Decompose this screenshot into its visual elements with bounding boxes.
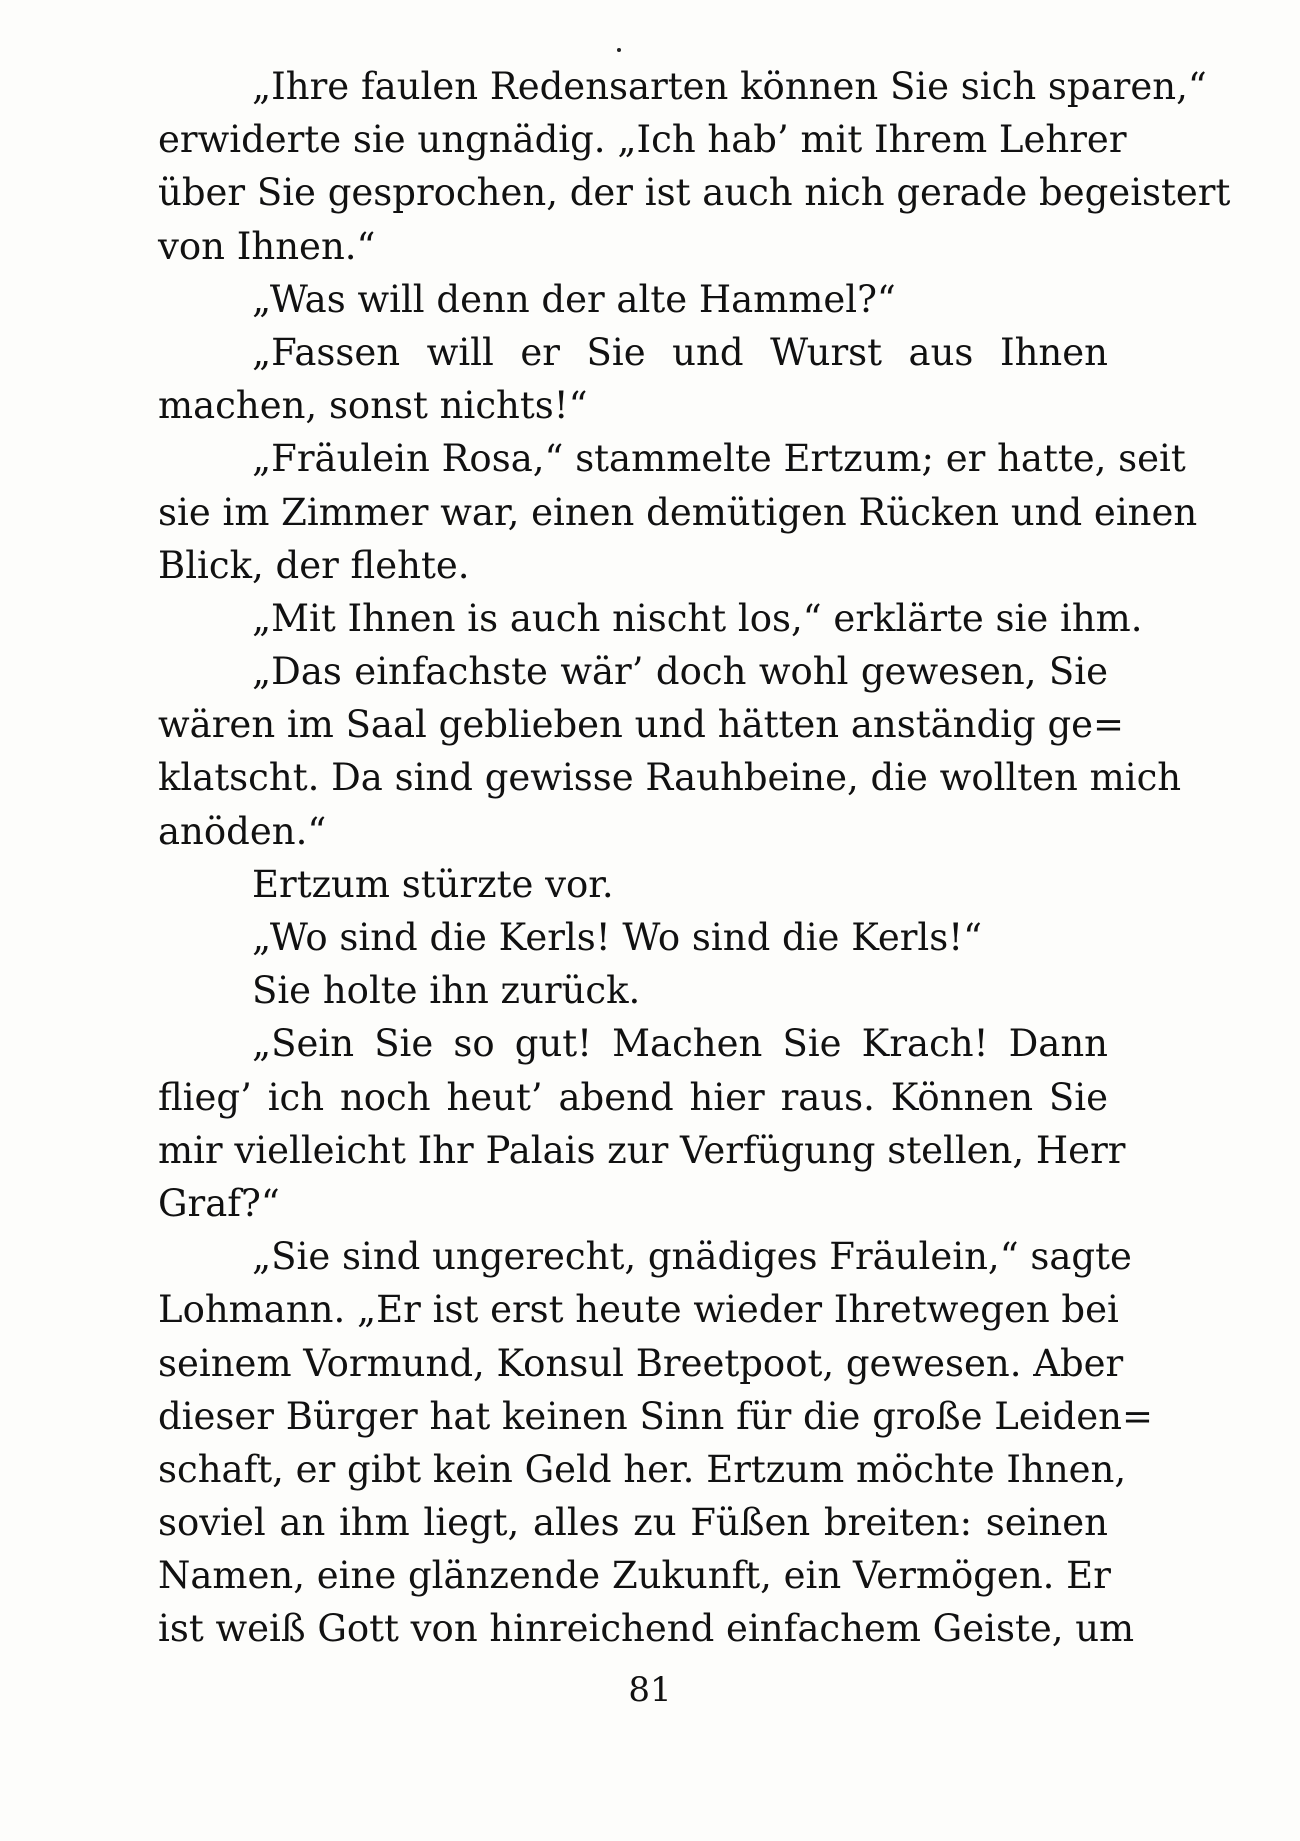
print-speck [617,48,621,52]
text-line: „Wo sind die Kerls! Wo sind die Kerls!“ [252,916,983,959]
text-line: erwiderte sie ungnädig. „Ich hab’ mit Ihrem Lehrer [158,118,1127,162]
text-line: Namen, eine glänzende Zukunft, ein Vermögen. Er [158,1554,1111,1598]
text-line: „Sie sind ungerecht, gnädiges Fräulein,“ sagte [252,1235,1132,1279]
text-line: Sie holte ihn zurück. [252,969,641,1013]
text-line: Ertzum stürzte vor. [252,862,614,906]
text-line: über Sie gesprochen, der ist auch nich gerade begeistert [158,171,1231,215]
text-line: flieg’ ich noch heut’ abend hier raus. Können Sie [158,1075,1108,1119]
text-line: „Mit Ihnen is auch nischt los,“ erklärte sie ihm. [252,596,1143,640]
text-line: wären im Saal geblieben und hätten anständig ge= [158,703,1125,747]
paragraph [158,1230,1153,1656]
text-line: anöden.“ [158,809,327,853]
text-line: ist weiß Gott von hinreichend einfachem Geiste, um [158,1607,1135,1651]
text-line: „Sein Sie so gut! Machen Sie Krach! Dann [252,1022,1108,1066]
text-line: „Fräulein Rosa,“ stammelte Ertzum; er hatte, seit [252,437,1186,481]
paragraph [158,1017,1126,1230]
text-line: „Fassen will er Sie und Wurst aus Ihnen [252,330,1108,374]
text-line: „Ihre faulen Redensarten können Sie sich sparen,“ [252,65,1207,108]
paragraph [158,645,1182,858]
paragraph [158,326,1108,432]
paragraph [158,911,1108,964]
page-number: 81 [628,1670,672,1710]
text-line: „Das einfachste wär’ doch wohl gewesen, Sie [252,650,1108,694]
paragraph [158,592,1143,645]
body-text [158,60,1231,1656]
text-line: von Ihnen.“ [158,224,376,268]
text-line: Graf?“ [158,1181,280,1225]
paragraph [158,964,1108,1017]
text-line: Lohmann. „Er ist erst heute wieder Ihretwegen bei [158,1288,1119,1332]
paragraph [158,60,1231,273]
text-line: klatscht. Da sind gewisse Rauhbeine, die wollten mich [158,756,1182,800]
paragraph [158,858,1108,911]
text-line: machen, sonst nichts!“ [158,384,588,428]
text-line: sie im Zimmer war, einen demütigen Rücken und einen [158,490,1198,534]
text-line: dieser Bürger hat keinen Sinn für die große Leiden= [158,1394,1153,1438]
paragraph [158,273,1108,326]
text-line: soviel an ihm liegt, alles zu Füßen breiten: seinen [158,1501,1108,1545]
text-line: „Was will denn der alte Hammel?“ [252,277,896,321]
text-line: Blick, der flehte. [158,543,470,587]
paragraph [158,432,1198,592]
text-line: seinem Vormund, Konsul Breetpoot, gewesen. Aber [158,1341,1124,1385]
text-line: schaft, er gibt kein Geld her. Ertzum möchte Ihnen, [158,1447,1127,1491]
text-line: mir vielleicht Ihr Palais zur Verfügung stellen, Herr [158,1128,1126,1172]
